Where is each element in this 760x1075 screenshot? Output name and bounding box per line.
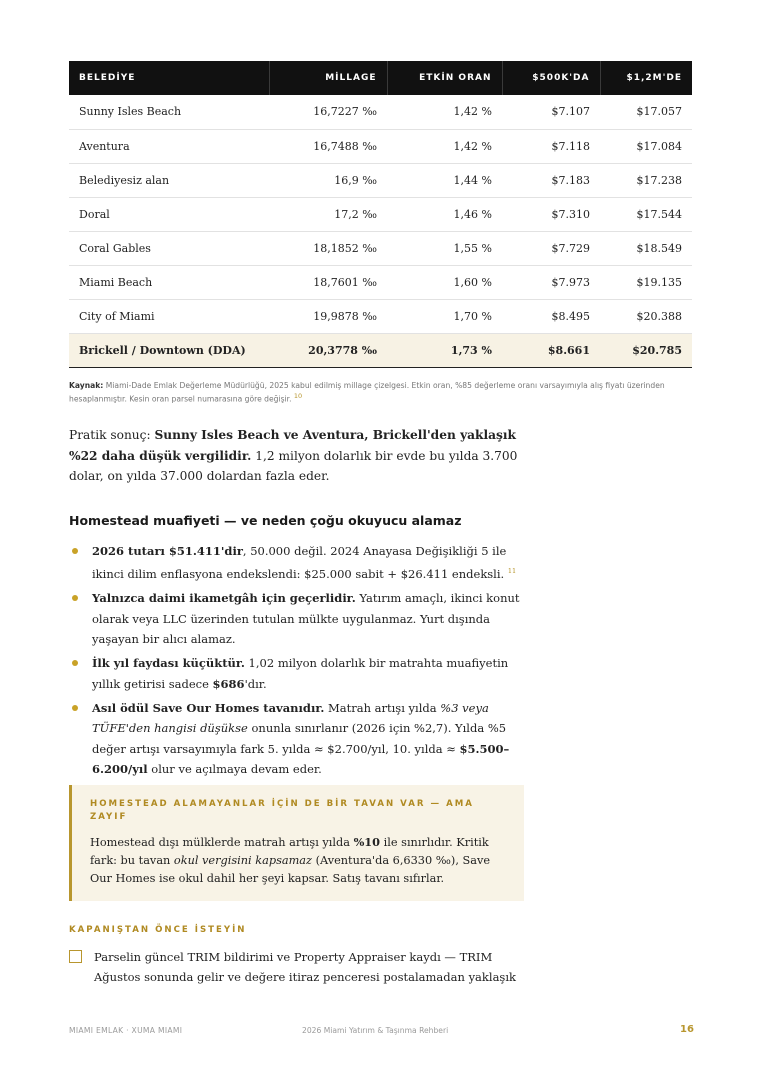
- bullet-text-end: olur ve açılmaya devam eder.: [147, 761, 322, 776]
- footnote-ref: 10: [293, 392, 303, 400]
- bullet-dot-icon: [72, 660, 78, 666]
- cell-millage: 18,1852 ‰: [269, 231, 387, 265]
- checkbox-icon[interactable]: [69, 950, 82, 963]
- bullet-italic: %3 veya TÜFE'den hangisi düşükse: [92, 700, 489, 736]
- list-item: [69, 698, 529, 779]
- bullet-text-end: 'dır.: [244, 676, 267, 691]
- bullet-text: Matrah artışı yılda: [324, 700, 441, 715]
- cell-millage: 16,7227 ‰: [269, 95, 387, 129]
- col-header-effective-rate: ETKİN ORAN: [387, 61, 502, 95]
- bullet-bold: İlk yıl faydası küçüktür.: [92, 656, 245, 671]
- callout-box: [69, 785, 524, 901]
- callout-text: (Aventura'da 6,6330 ‰), Save Our Homes ise okul dahil her şeyi kapsar. Satış tavanı sıfırlar.: [90, 854, 491, 885]
- page-number: 16: [680, 1024, 694, 1035]
- cell-municipality: Doral: [69, 197, 269, 231]
- footer-title: 2026 Miami Yatırım & Taşınma Rehberi: [302, 1026, 449, 1035]
- summary-bold: Sunny Isles Beach ve Aventura, Brickell'den yaklaşık %22 daha düşük vergilidir.: [69, 428, 516, 463]
- list-item: [69, 653, 529, 694]
- bullet-bold-amount: $686: [212, 676, 245, 691]
- callout-bold: %10: [353, 835, 381, 849]
- source-text: Miami-Dade Emlak Değerleme Müdürlüğü, 2025 kabul edilmiş millage çizelgesi. Etkin oran, %85 değerleme oranı varsayımıyla alış fiyatı üzerinden hesaplanmıştır. Kesin oran parsel numarasına göre değişir.: [69, 381, 665, 404]
- cell-1-2m: $17.057: [600, 95, 692, 129]
- tax-rate-table: [69, 61, 692, 368]
- bullet-text: 1,02 milyon dolarlık bir matrahta muafiyetin yıllık getirisi sadece: [92, 656, 509, 691]
- cell-500k: $8.495: [502, 299, 600, 333]
- cell-500k: $7.729: [502, 231, 600, 265]
- callout-italic: okul vergisini kapsamaz: [173, 854, 312, 867]
- list-item: [69, 541, 529, 584]
- cell-municipality: Miami Beach: [69, 265, 269, 299]
- bullet-dot-icon: [72, 548, 78, 554]
- cell-effective-rate: 1,73 %: [387, 333, 502, 367]
- bullet-text: , 50.000 değil. 2024 Anayasa Değişikliği 5 ile ikinci dilim enflasyona endekslendi: $25.000 sabit + $26.411 endeksli.: [92, 544, 507, 582]
- cell-1-2m: $20.785: [600, 333, 692, 367]
- cell-500k: $7.107: [502, 95, 600, 129]
- table-row: [69, 163, 692, 197]
- cell-500k: $7.118: [502, 129, 600, 163]
- table-row-highlighted: [69, 333, 692, 367]
- cell-effective-rate: 1,60 %: [387, 265, 502, 299]
- table-row: [69, 265, 692, 299]
- footnote-ref: 11: [507, 567, 517, 576]
- cell-millage: 17,2 ‰: [269, 197, 387, 231]
- cell-1-2m: $18.549: [600, 231, 692, 265]
- bullet-bold-amount: $5.500–6.200/yıl: [92, 741, 510, 776]
- cell-1-2m: $19.135: [600, 265, 692, 299]
- cell-millage: 16,7488 ‰: [269, 129, 387, 163]
- table-row: [69, 299, 692, 333]
- cell-1-2m: $17.238: [600, 163, 692, 197]
- cell-500k: $8.661: [502, 333, 600, 367]
- cell-1-2m: $17.084: [600, 129, 692, 163]
- cell-millage: 20,3778 ‰: [269, 333, 387, 367]
- callout-text: ile sınırlıdır. Kritik fark: bu tavan: [90, 836, 489, 867]
- cell-municipality: Belediyesiz alan: [69, 163, 269, 197]
- cell-effective-rate: 1,42 %: [387, 95, 502, 129]
- footer-brand: MIAMI EMLAK · XUMA MIAMI: [69, 1026, 183, 1035]
- cell-municipality: Sunny Isles Beach: [69, 95, 269, 129]
- bullet-dot-icon: [72, 705, 78, 711]
- cell-municipality: City of Miami: [69, 299, 269, 333]
- homestead-bullet-list: [69, 541, 529, 783]
- callout-body: [90, 833, 506, 888]
- table-row: [69, 197, 692, 231]
- table-source-note: [69, 380, 692, 405]
- callout-text: Homestead dışı mülklerde matrah artışı yılda: [90, 836, 354, 849]
- table-row: [69, 95, 692, 129]
- col-header-millage: MİLLAGE: [269, 61, 387, 95]
- checklist-item-text: Parselin güncel TRIM bildirimi ve Property Appraiser kaydı — TRIM Ağustos sonunda gelir ve değere itiraz penceresi postalamadan yaklaşık: [94, 950, 516, 984]
- cell-effective-rate: 1,55 %: [387, 231, 502, 265]
- cell-effective-rate: 1,46 %: [387, 197, 502, 231]
- checklist-heading: KAPANIŞTAN ÖNCE İSTEYİN: [69, 925, 247, 935]
- bullet-text-mid: onunla sınırlanır (2026 için %2,7). Yılda %5 değer artışı varsayımıyla fark 5. yılda ≈ $2.700/yıl, 10. yılda ≈: [92, 721, 507, 756]
- section-heading: Homestead muafiyeti — ve neden çoğu okuyucu alamaz: [69, 513, 462, 528]
- callout-title: HOMESTEAD ALAMAYANLAR İÇİN DE BİR TAVAN VAR — AMA ZAYIF: [90, 799, 474, 822]
- bullet-bold: Yalnızca daimi ikametgâh için geçerlidir.: [92, 591, 356, 606]
- bullet-bold: Asıl ödül Save Our Homes tavanıdır.: [92, 700, 325, 715]
- col-header-500k: $500K'DA: [502, 61, 600, 95]
- source-label: Kaynak:: [69, 381, 104, 390]
- cell-municipality: Coral Gables: [69, 231, 269, 265]
- cell-millage: 16,9 ‰: [269, 163, 387, 197]
- list-item: [69, 588, 529, 649]
- bullet-bold: 2026 tutarı $51.411'dir: [92, 544, 243, 558]
- cell-500k: $7.183: [502, 163, 600, 197]
- cell-millage: 19,9878 ‰: [269, 299, 387, 333]
- cell-500k: $7.973: [502, 265, 600, 299]
- summary-paragraph: [69, 425, 529, 487]
- cell-municipality: Brickell / Downtown (DDA): [69, 333, 269, 367]
- bullet-dot-icon: [72, 595, 78, 601]
- cell-effective-rate: 1,44 %: [387, 163, 502, 197]
- bullet-text: Yatırım amaçlı, ikinci konut olarak veya LLC üzerinden tutulan mülkte uygulanmaz. Yurt dışında yaşayan bir alıcı alamaz.: [92, 591, 520, 647]
- table-row: [69, 231, 692, 265]
- table-header-row: [69, 61, 692, 95]
- summary-lead: Pratik sonuç:: [69, 428, 155, 442]
- cell-municipality: Aventura: [69, 129, 269, 163]
- col-header-1-2m: $1,2M'DE: [600, 61, 692, 95]
- cell-1-2m: $17.544: [600, 197, 692, 231]
- cell-millage: 18,7601 ‰: [269, 265, 387, 299]
- table-row: [69, 129, 692, 163]
- cell-1-2m: $20.388: [600, 299, 692, 333]
- summary-rest: 1,2 milyon dolarlık bir evde bu yılda 3.700 dolar, on yılda 37.000 dolardan fazla eder.: [69, 448, 518, 483]
- cell-effective-rate: 1,42 %: [387, 129, 502, 163]
- cell-effective-rate: 1,70 %: [387, 299, 502, 333]
- cell-500k: $7.310: [502, 197, 600, 231]
- col-header-municipality: BELEDİYE: [69, 61, 269, 95]
